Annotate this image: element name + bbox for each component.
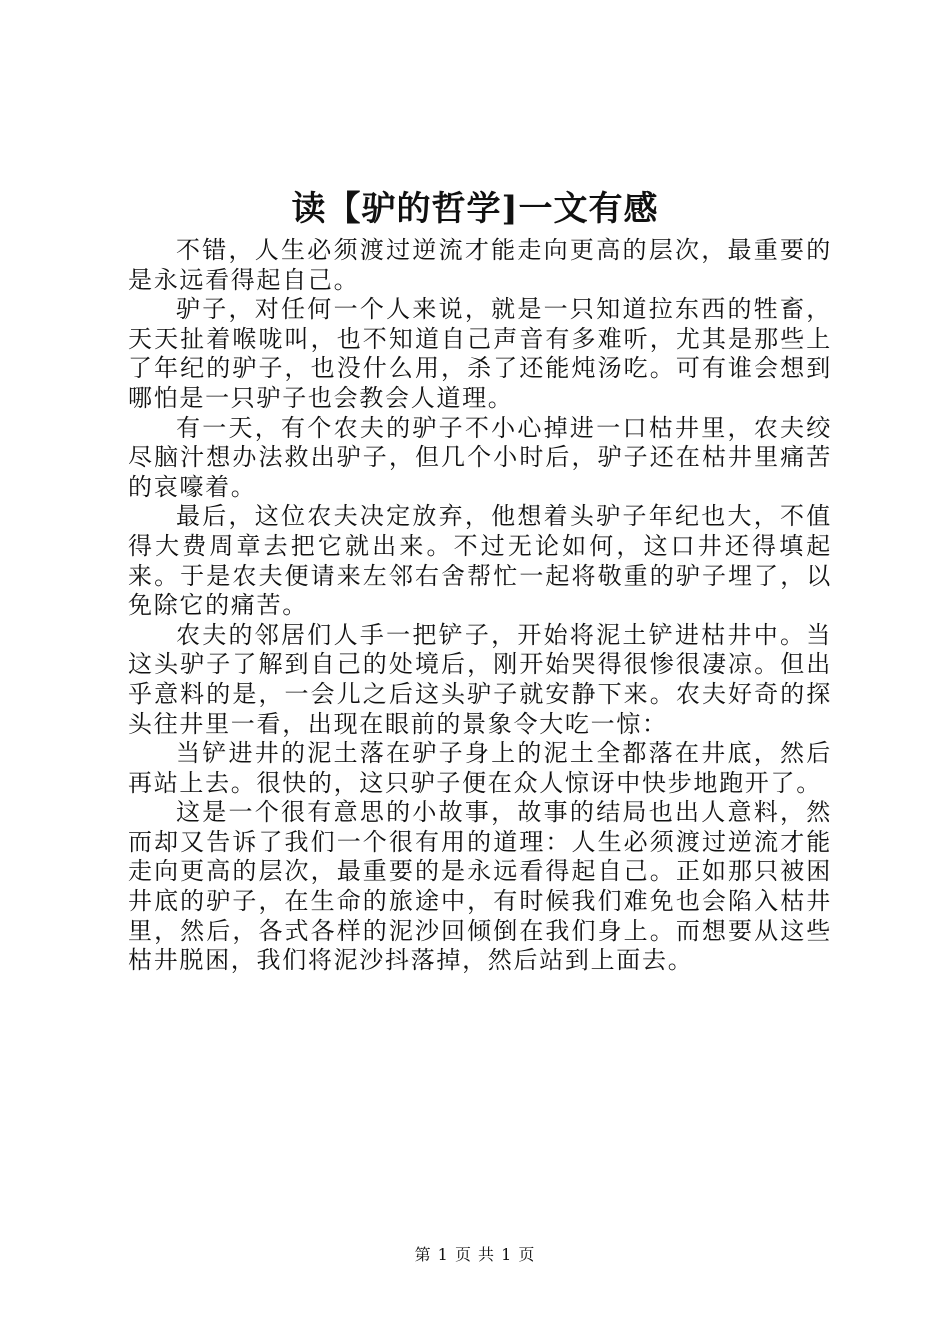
- document-title: 读【驴的哲学]一文有感: [291, 189, 659, 229]
- paragraph: 有一天，有个农夫的驴子不小心掉进一口枯井里，农夫绞尽脑汁想办法救出驴子，但几个小时后，驴子还在枯井里痛苦的哀嚎着。: [128, 413, 832, 501]
- paragraph: 这是一个很有意思的小故事，故事的结局也出人意料，然而却又告诉了我们一个很有用的道理：人生必须渡过逆流才能走向更高的层次，最重要的是永远看得起自己。正如那只被困井底的驴子，在生命的旅途中，有时候我们难免也会陷入枯井里，然后，各式各样的泥沙回倾倒在我们身上。而想要从这些枯井脱困，我们将泥沙抖落掉，然后站到上面去。: [128, 798, 832, 975]
- paragraph: 农夫的邻居们人手一把铲子，开始将泥土铲进枯井中。当这头驴子了解到自己的处境后，刚开始哭得很惨很凄凉。但出乎意料的是，一会儿之后这头驴子就安静下来。农夫好奇的探头往井里一看，出现在眼前的景象令大吃一惊：: [128, 620, 832, 738]
- paragraph: 不错，人生必须渡过逆流才能走向更高的层次，最重要的是永远看得起自己。: [128, 236, 832, 294]
- page-number-footer: 第 1 页 共 1 页: [414, 1245, 536, 1264]
- paragraph: 驴子，对任何一个人来说，就是一只知道拉东西的牲畜，天天扯着喉咙叫，也不知道自己声音有多难听，尤其是那些上了年纪的驴子，也没什么用，杀了还能炖汤吃。可有谁会想到哪怕是一只驴子也会教会人道理。: [128, 295, 832, 412]
- paragraph: 当铲进井的泥土落在驴子身上的泥土全都落在井底，然后再站上去。很快的，这只驴子便在众人惊讶中快步地跑开了。: [128, 739, 832, 797]
- document-body: [128, 236, 832, 976]
- paragraph: 最后，这位农夫决定放弃，他想着头驴子年纪也大，不值得大费周章去把它就出来。不过无论如何，这口井还得填起来。于是农夫便请来左邻右舍帮忙一起将敬重的驴子埋了，以免除它的痛苦。: [128, 502, 832, 620]
